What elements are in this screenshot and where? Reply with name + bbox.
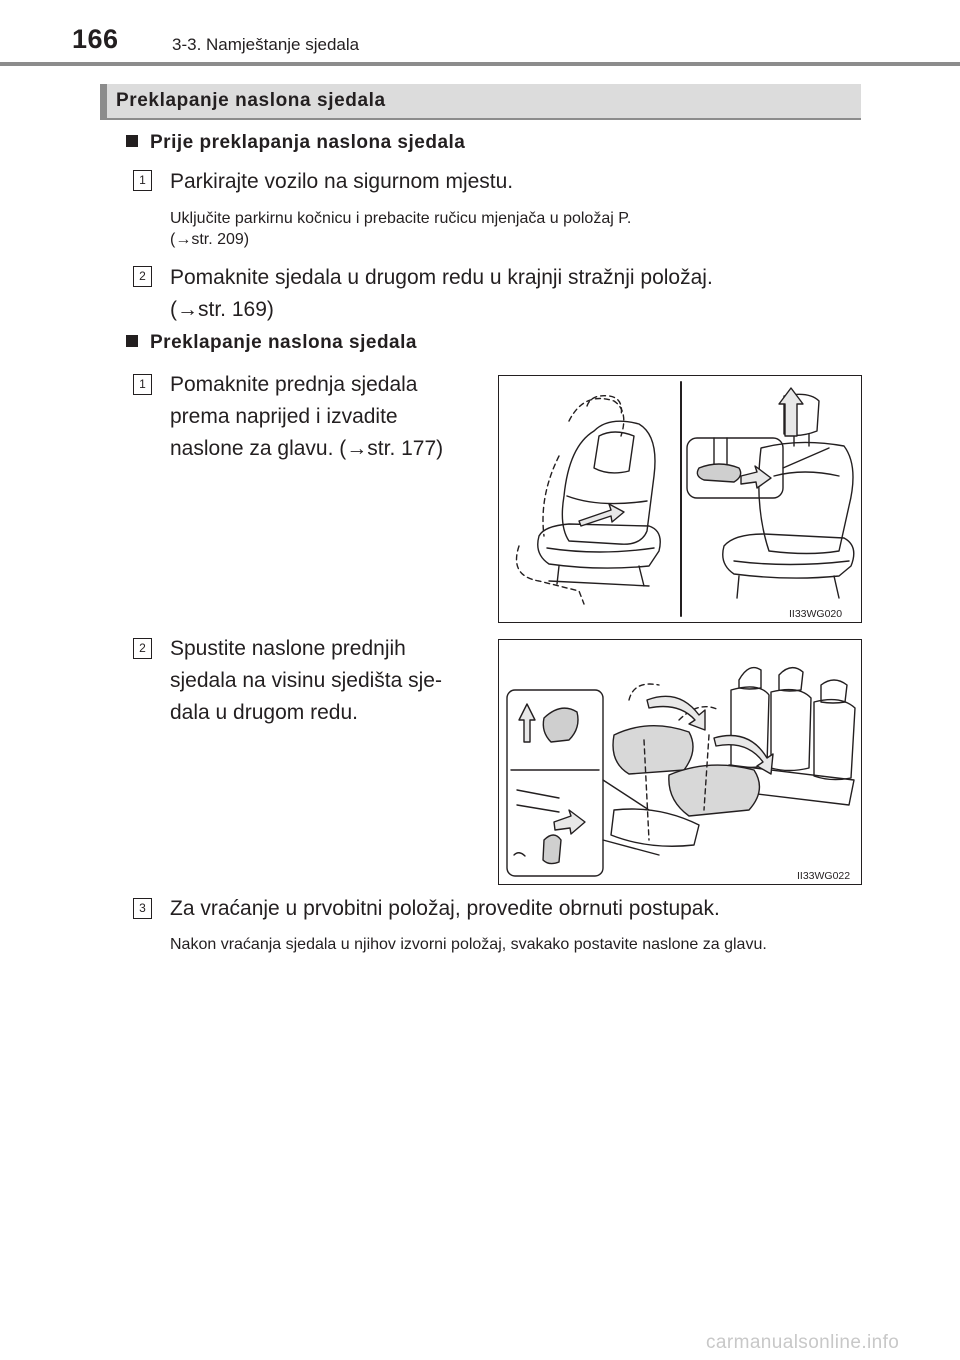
heading-accent-bar	[100, 84, 107, 120]
step-note: Uključite parkirnu kočnicu i prebacite ručicu mjenjača u položaj P.	[170, 210, 632, 227]
page-number: 166	[72, 24, 119, 54]
square-bullet-icon	[126, 335, 138, 347]
step-badge: 2	[133, 638, 152, 659]
figure-front-seat-headrest-removal	[498, 375, 862, 623]
front-seat-illustration	[499, 376, 861, 622]
header-rule	[0, 62, 960, 66]
square-bullet-icon	[126, 135, 138, 147]
step-badge: 3	[133, 898, 152, 919]
step-text-line: Spustite naslone prednjih	[170, 637, 406, 660]
watermark: carmanualsonline.info	[706, 1332, 900, 1353]
step-text-line: Pomaknite prednja sjedala	[170, 373, 418, 396]
topic-heading-box	[100, 84, 861, 120]
figure-code: II33WG020	[789, 608, 843, 620]
step-badge: 2	[133, 266, 152, 287]
step-text-ref: (→str. 169)	[170, 298, 274, 321]
step-text-line: prema naprijed i izvadite	[170, 405, 398, 428]
step-note-ref: (→str. 209)	[170, 231, 250, 248]
subsection-heading-folding: Preklapanje naslona sjedala	[126, 332, 417, 354]
step-text: Pomaknite sjedala u drugom redu u krajnji stražnji položaj.	[170, 266, 713, 289]
step-text-line: naslone za glavu. (→str. 177)	[170, 437, 444, 460]
subsection-heading-before-folding: Prije preklapanja naslona sjedala	[126, 132, 465, 154]
step-badge: 1	[133, 170, 152, 191]
step-text-line: dala u drugom redu.	[170, 701, 358, 724]
step-note: Nakon vraćanja sjedala u njihov izvorni položaj, svakako postavite naslone za glavu.	[170, 936, 767, 953]
figure-code: II33WG022	[797, 870, 851, 882]
step-text: Za vraćanje u prvobitni položaj, provedite obrnuti postupak.	[170, 897, 720, 920]
step-badge: 1	[133, 374, 152, 395]
section-title: 3-3. Namještanje sjedala	[172, 35, 360, 54]
figure-fold-front-seatbacks	[498, 639, 862, 885]
folded-seats-illustration	[499, 640, 861, 884]
step-text: Parkirajte vozilo na sigurnom mjestu.	[170, 170, 514, 193]
topic-heading: Preklapanje naslona sjedala	[116, 90, 386, 111]
step-text-line: sjedala na visinu sjedišta sje-	[170, 669, 442, 692]
